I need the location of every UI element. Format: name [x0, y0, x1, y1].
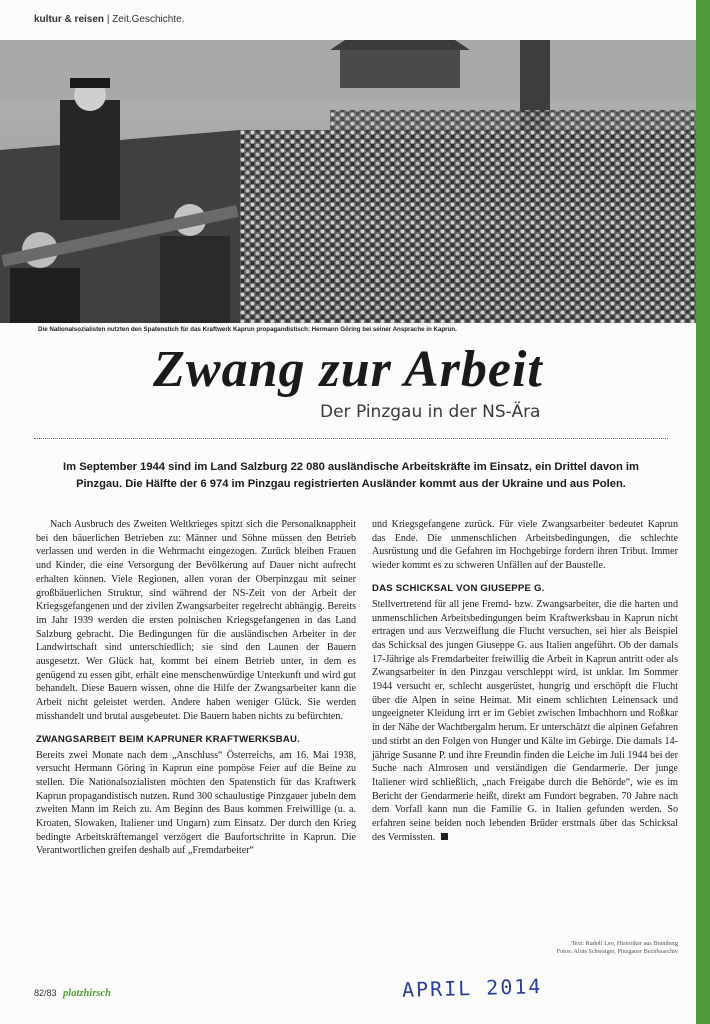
- section-label: kultur & reisen: [34, 14, 105, 25]
- credits: [466, 940, 678, 956]
- page-edge-accent: [696, 0, 710, 1024]
- article-paragraph: und Kriegsgefangene zurück. Für viele Zwangsarbeiter bedeutet Kaprun das Ende. Die unmenschlichen Arbeitsbedingungen, die schlechte Ausrüstung und die Gefahren im Hochgebirge fordern ihren Tribut. Immer wieder kommt es zu schweren Unfällen auf der Baustelle.: [372, 519, 678, 572]
- dotted-divider: [34, 438, 668, 439]
- crowd-photo-icon: [0, 40, 696, 323]
- subsection-label: Zeit.Geschichte.: [112, 14, 185, 25]
- article-paragraph: Nach Ausbruch des Zweiten Weltkrieges spitzt sich die Personalknappheit bei den bäuerlichen Betrieben zu: Männer und Söhne müssen den Betrieb verlassen und werden in die Wehrmacht eingezogen. Zurück bleiben Frauen und Kinder, die eine Versorgung der Bevölkerung auf Dauer nicht aufrecht erhalten können. Viele Regionen, allen voran der Oberpinzgau mit seiner großbäuerlichen Struktur, sind während der NS-Zeit von der Arbeit der Kriegsgefangenen und der zivilen Zwangsarbeiter regelrecht abhängig. Bereits im Jahr 1939 werden die ersten polnischen Kriegsgefangenen in das Land Salzburg gebracht. Die Bedingungen für die ausländischen Arbeiter in der Landwirtschaft sind unterschiedlich; sie sind den Launen der Bauern ausgesetzt. Wer Glück hat, kommt bei einem Betrieb unter, in dem es genügend zu essen gibt, erhält eine menschenwürdige Unterkunft und wird gut behandelt. Diese Bauern wissen, ohne die Hilfe der Zwangsarbeiter kann die Arbeit nicht geleistet werden. Andere haben weniger Glück. Sie werden misshandelt und brutal ausgebeutet. Die Bauern haben nichts zu befürchten.: [36, 519, 356, 722]
- article-title: Zwang zur Arbeit: [153, 341, 543, 398]
- section-heading: ZWANGSARBEIT BEIM KAPRUNER KRAFTWERKSBAU.: [36, 733, 301, 745]
- article-subtitle: Der Pinzgau in der NS-Ära: [320, 402, 541, 422]
- article-column-right: [372, 518, 678, 844]
- page-footer: [34, 988, 111, 999]
- page-numbers: 82/83: [34, 988, 57, 998]
- end-square-icon: [441, 833, 448, 840]
- photo-caption: Die Nationalsozialisten nutzten den Spatenstich für das Kraftwerk Kaprun propagandistisch: Hermann Göring bei seiner Ansprache in Kaprun.: [38, 326, 457, 333]
- article-paragraph-last: [372, 598, 678, 845]
- article-paragraph-text: Stellvertretend für all jene Fremd- bzw. Zwangsarbeiter, die die harten und unmenschlichen Arbeitsbedingungen beim Kraftwerksbau in Kaprun nicht ertragen und aus Verzweiflung die Flucht versuchen, sei hier als Beispiel das Schicksal des jungen Giuseppe G. aus Italien angeführt. Ob der damals 17-Jährige als Fremdarbeiter freiwillig die Arbeit in Kaprun antritt oder als Zwangsarbeiter in den Pinzgau verschleppt wird, ist unklar. Im Sommer 1944 versucht er, schlecht ausgerüstet, hungrig und erschöpft die Flucht über die Alpen in seine Heimat. Mit einem schlichten Leinensack und ungeeigneter Kleidung irrt er im Gebiet zwischen Imbachhorn und Roßkar in der Nähe der Wachtbergalm herum. Er unterschätzt die alpinen Gefahren und stirbt an den Folgen von Hunger und Kälte im Gebirge. Die damals 14-jährige Susanne P. und ihre Freundin finden die Leiche im Juli 1944 bei der Suche nach Almrosen und verständigen die Gendarmerie. Der junge Italiener wird schließlich, „nach Freigabe durch die Behörde“, wie es im Bericht der Gendarmerie heißt, direkt am Fundort begraben. 70 Jahre nach dem Vorfall kann nun die Familie G. in Italien gefunden werden. So erfahren seine beiden noch lebenden Brüder erstmals über das Schicksal des Vermissten.: [372, 598, 678, 843]
- article-lead: Im September 1944 sind im Land Salzburg 22 080 ausländische Arbeitskräfte im Einsatz, ein Drittel davon im Pinzgau. Die Hälfte der 6 974 im Pinzgau registrierten Ausländer kommt aus der Ukraine und aus Polen.: [63, 461, 639, 490]
- section-heading: DAS SCHICKSAL VON GIUSEPPE G.: [372, 582, 545, 594]
- article-paragraph: Bereits zwei Monate nach dem „Anschluss“ Österreichs, am 16. Mai 1938, versucht Hermann Göring in Kaprun eine pompöse Feier auf die Beine zu stellen. Die Nationalsozialisten möchten den Spatenstich für das Kraftwerk Kaprun propagandistisch nutzen. Rund 300 schaulustige Pinzgauer jubeln dem zweiten Mann im Reich zu. Am Beginn des Baus kommen Freiwillige (u. a. Kroaten, Slowaken, Italiener und Ungarn) zum Einsatz. Der durch den Krieg bedingte Arbeitskräftemangel verzögert die Baufortschritte in Kaprun. Die Verantwortlichen greifen deshalb auf „Fremdarbeiter“: [36, 749, 356, 857]
- section-separator: |: [106, 14, 110, 25]
- text-credit: Text: Rudolf Leo, Historiker aus Bramberg: [571, 940, 678, 947]
- article-column-left: [36, 518, 356, 858]
- handwritten-date: APRIL 2014: [401, 974, 543, 1002]
- photo-credit: Fotos: Alois Schwaiger, Pinzgauer Bezirksarchiv: [556, 948, 678, 955]
- section-header: [34, 14, 184, 25]
- magazine-brand: platzhirsch: [63, 988, 111, 999]
- historic-rally-photo: [0, 40, 696, 323]
